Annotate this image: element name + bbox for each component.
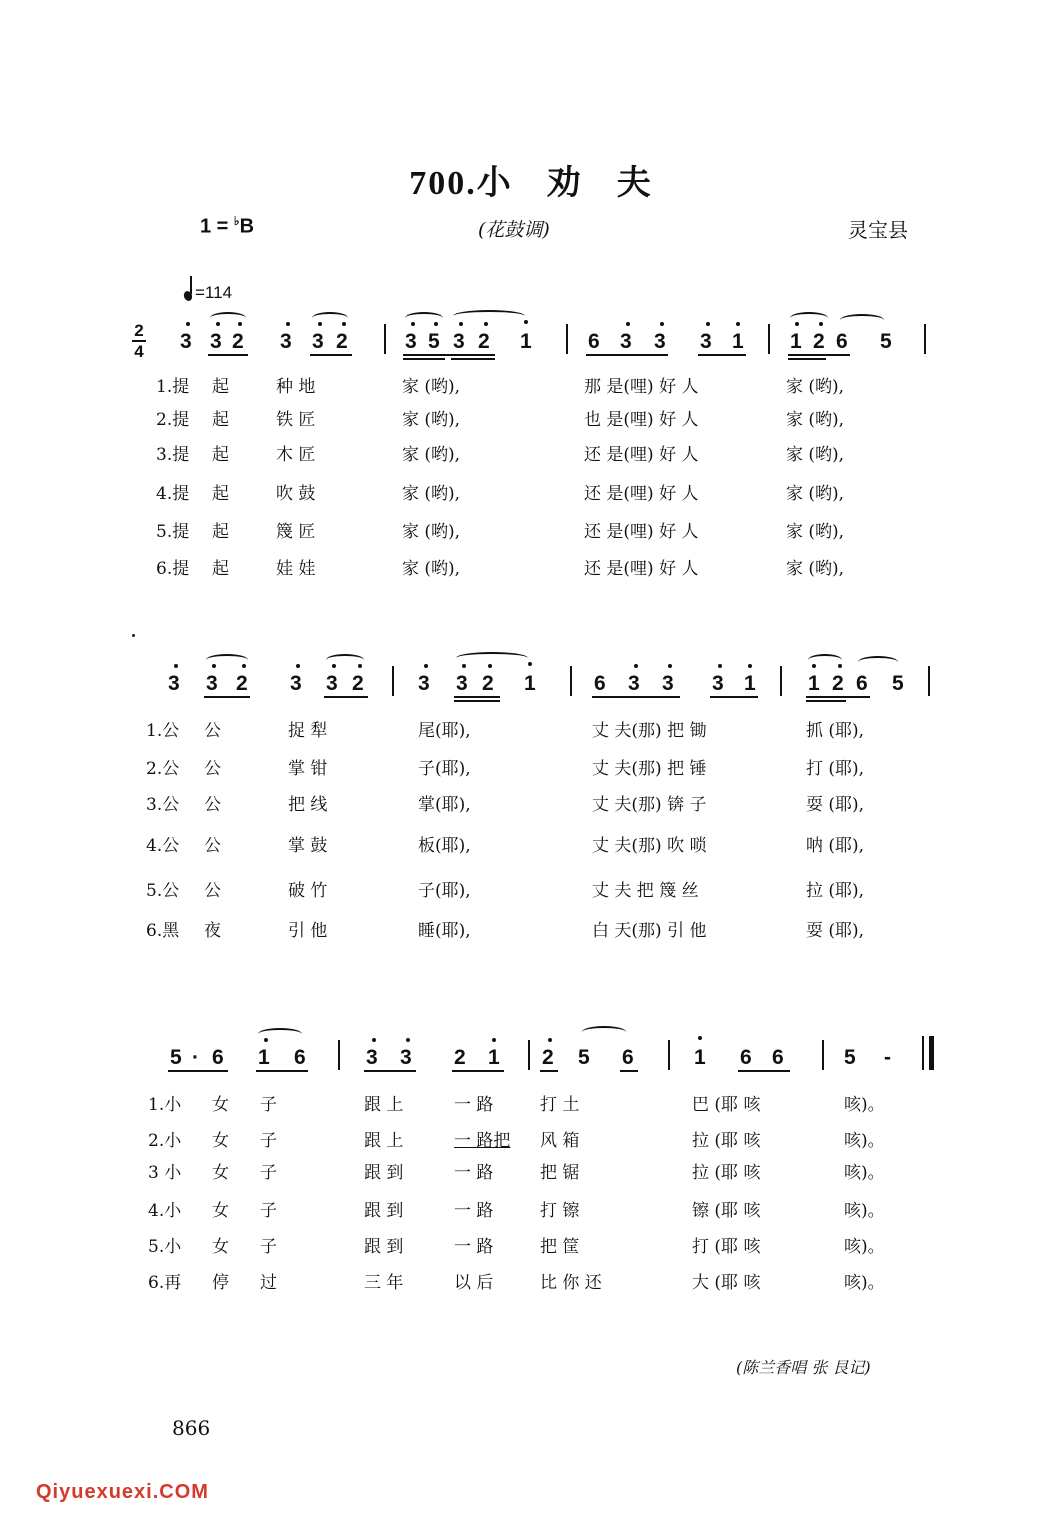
note: 3 [210, 330, 222, 353]
note: 6 [740, 1046, 752, 1069]
note: 3 [662, 672, 674, 695]
note: 5 [844, 1046, 856, 1069]
note: 5 [880, 330, 892, 353]
note: · [192, 1046, 199, 1069]
time-signature: 2 4 [132, 322, 146, 360]
note: 2 [232, 330, 244, 353]
note: 5 [428, 330, 440, 353]
note: 3 [168, 672, 180, 695]
key-signature: 1 = ♭B [200, 214, 255, 238]
note: 3 [712, 672, 724, 695]
title-char-1: 小 [476, 163, 513, 203]
note: 2 [478, 330, 490, 353]
credit-line: (陈兰香唱 张 艮记) [736, 1358, 871, 1377]
note: 6 [836, 330, 848, 353]
note: 6 [622, 1046, 634, 1069]
note: 1 [524, 672, 536, 695]
note: 1 [744, 672, 756, 695]
note: 3 [700, 330, 712, 353]
note: 1 [520, 330, 532, 353]
site-watermark[interactable]: Qiyuexuexi.COM [36, 1481, 209, 1503]
note: 5 [892, 672, 904, 695]
note: 3 [456, 672, 468, 695]
note: 3 [628, 672, 640, 695]
note: 3 [366, 1046, 378, 1069]
note: 3 [405, 330, 417, 353]
note: 3 [206, 672, 218, 695]
note: 1 [488, 1046, 500, 1069]
note: 6 [294, 1046, 306, 1069]
tempo-marking: =114 [184, 280, 232, 303]
note: 2 [336, 330, 348, 353]
note: - [884, 1046, 891, 1069]
note: 3 [654, 330, 666, 353]
note: 6 [772, 1046, 784, 1069]
note: 3 [400, 1046, 412, 1069]
note: 3 [453, 330, 465, 353]
note: 6 [588, 330, 600, 353]
note: 1 [732, 330, 744, 353]
note: 3 [620, 330, 632, 353]
note: 3 [280, 330, 292, 353]
note: 2 [482, 672, 494, 695]
song-number: 700. [409, 165, 477, 202]
note: 5 [170, 1046, 182, 1069]
note: 2 [813, 330, 825, 353]
note: 2 [454, 1046, 466, 1069]
region-label: 灵宝县 [848, 218, 908, 242]
note: 3 [326, 672, 338, 695]
note: 6 [594, 672, 606, 695]
note: 6 [212, 1046, 224, 1069]
note: 2 [236, 672, 248, 695]
note: 1 [694, 1046, 706, 1069]
page-number: 866 [172, 1416, 211, 1440]
note: 1 [258, 1046, 270, 1069]
note: 5 [578, 1046, 590, 1069]
flat-sign: ♭ [233, 214, 240, 228]
note: 2 [832, 672, 844, 695]
genre-label: (花鼓调) [478, 219, 550, 241]
note: 2 [352, 672, 364, 695]
note: 2 [542, 1046, 554, 1069]
note: 6 [856, 672, 868, 695]
note: 1 [790, 330, 802, 353]
title-char-2: 劝 [546, 163, 583, 203]
note: 1 [808, 672, 820, 695]
song-title [0, 155, 1062, 204]
note: 3 [290, 672, 302, 695]
note: 3 [312, 330, 324, 353]
note: 3 [180, 330, 192, 353]
note: 3 [418, 672, 430, 695]
title-char-3: 夫 [616, 163, 653, 203]
